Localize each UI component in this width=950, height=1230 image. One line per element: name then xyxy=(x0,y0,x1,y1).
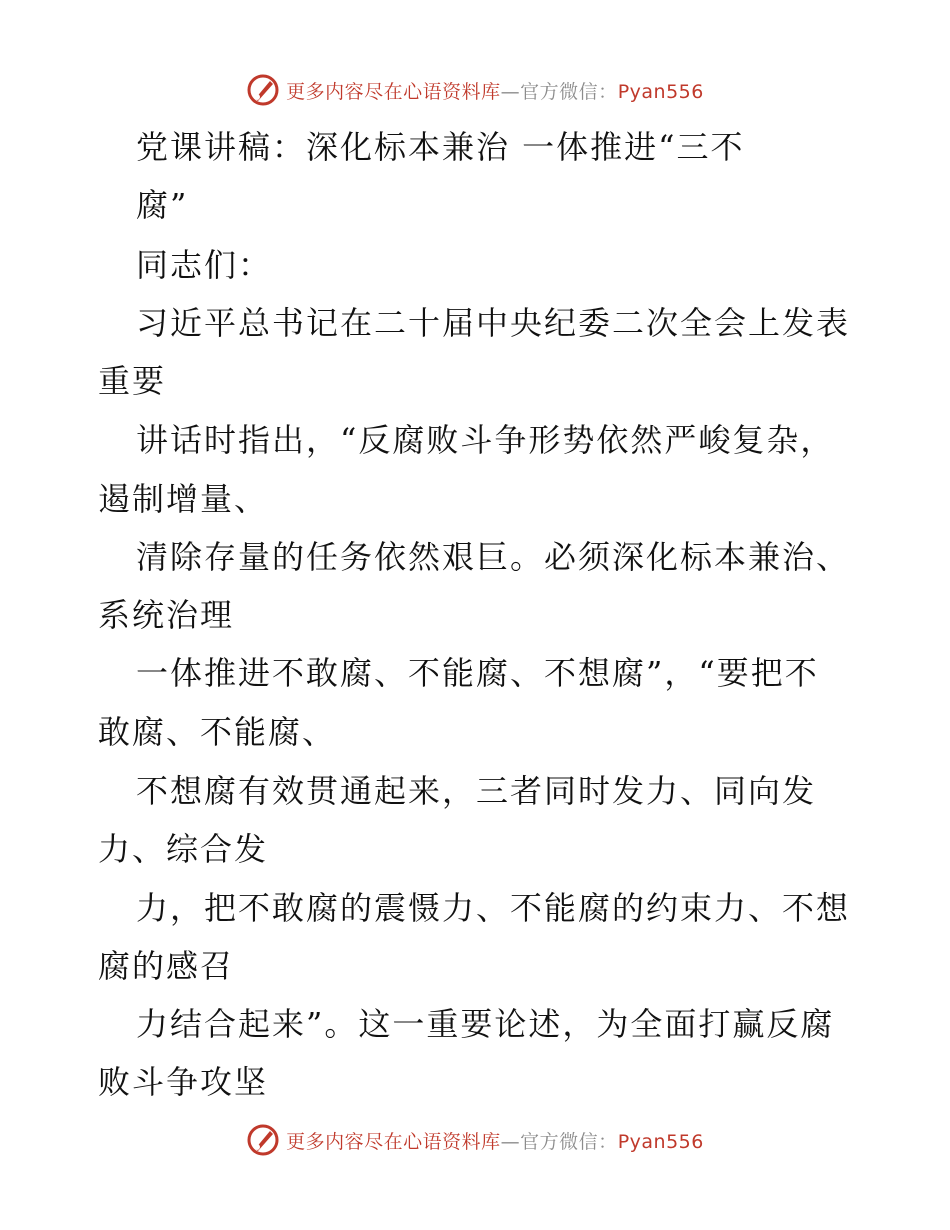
banner-text xyxy=(286,77,704,104)
header-banner xyxy=(0,70,950,110)
banner-wechat-label: 官方微信： xyxy=(520,80,618,103)
paragraph-line: 重要 xyxy=(98,362,167,400)
salutation: 同志们： xyxy=(136,246,273,284)
doc-title-line-2: 腐” xyxy=(136,186,189,224)
banner-wechat-label: 官方微信： xyxy=(520,1130,618,1153)
paragraph-line: 系统治理 xyxy=(98,596,235,634)
doc-title-line-1: 党课讲稿：深化标本兼治 一体推进“三不 xyxy=(136,128,745,166)
paragraph-line: 不想腐有效贯通起来，三者同时发力、同向发 xyxy=(136,772,817,810)
paragraph-line: 讲话时指出，“反腐败斗争形势依然严峻复杂， xyxy=(136,421,835,459)
banner-dash: — xyxy=(500,1130,521,1153)
banner-wechat-id: Pyan556 xyxy=(617,80,704,103)
pen-logo-icon xyxy=(246,1123,280,1157)
pen-logo-icon xyxy=(246,73,280,107)
banner-promo: 更多内容尽在心语资料库 xyxy=(286,1130,501,1153)
banner-text xyxy=(286,1127,704,1154)
paragraph-line: 一体推进不敢腐、不能腐、不想腐”，“要把不 xyxy=(136,654,819,692)
banner-wechat-id: Pyan556 xyxy=(617,1130,704,1153)
paragraph-line: 力结合起来”。这一重要论述，为全面打赢反腐 xyxy=(136,1005,835,1043)
paragraph-line: 清除存量的任务依然艰巨。必须深化标本兼治、 xyxy=(136,538,851,576)
paragraph-line: 力、综合发 xyxy=(98,830,269,868)
paragraph-line: 遏制增量、 xyxy=(98,480,269,518)
paragraph-line: 腐的感召 xyxy=(98,947,235,985)
paragraph-line: 力，把不敢腐的震慑力、不能腐的约束力、不想 xyxy=(136,889,851,927)
banner-dash: — xyxy=(500,80,521,103)
paragraph-line: 敢腐、不能腐、 xyxy=(98,713,337,751)
paragraph-line: 败斗争攻坚 xyxy=(98,1063,269,1101)
banner-promo: 更多内容尽在心语资料库 xyxy=(286,80,501,103)
footer-banner xyxy=(0,1120,950,1160)
paragraph-line: 习近平总书记在二十届中央纪委二次全会上发表 xyxy=(136,304,851,342)
